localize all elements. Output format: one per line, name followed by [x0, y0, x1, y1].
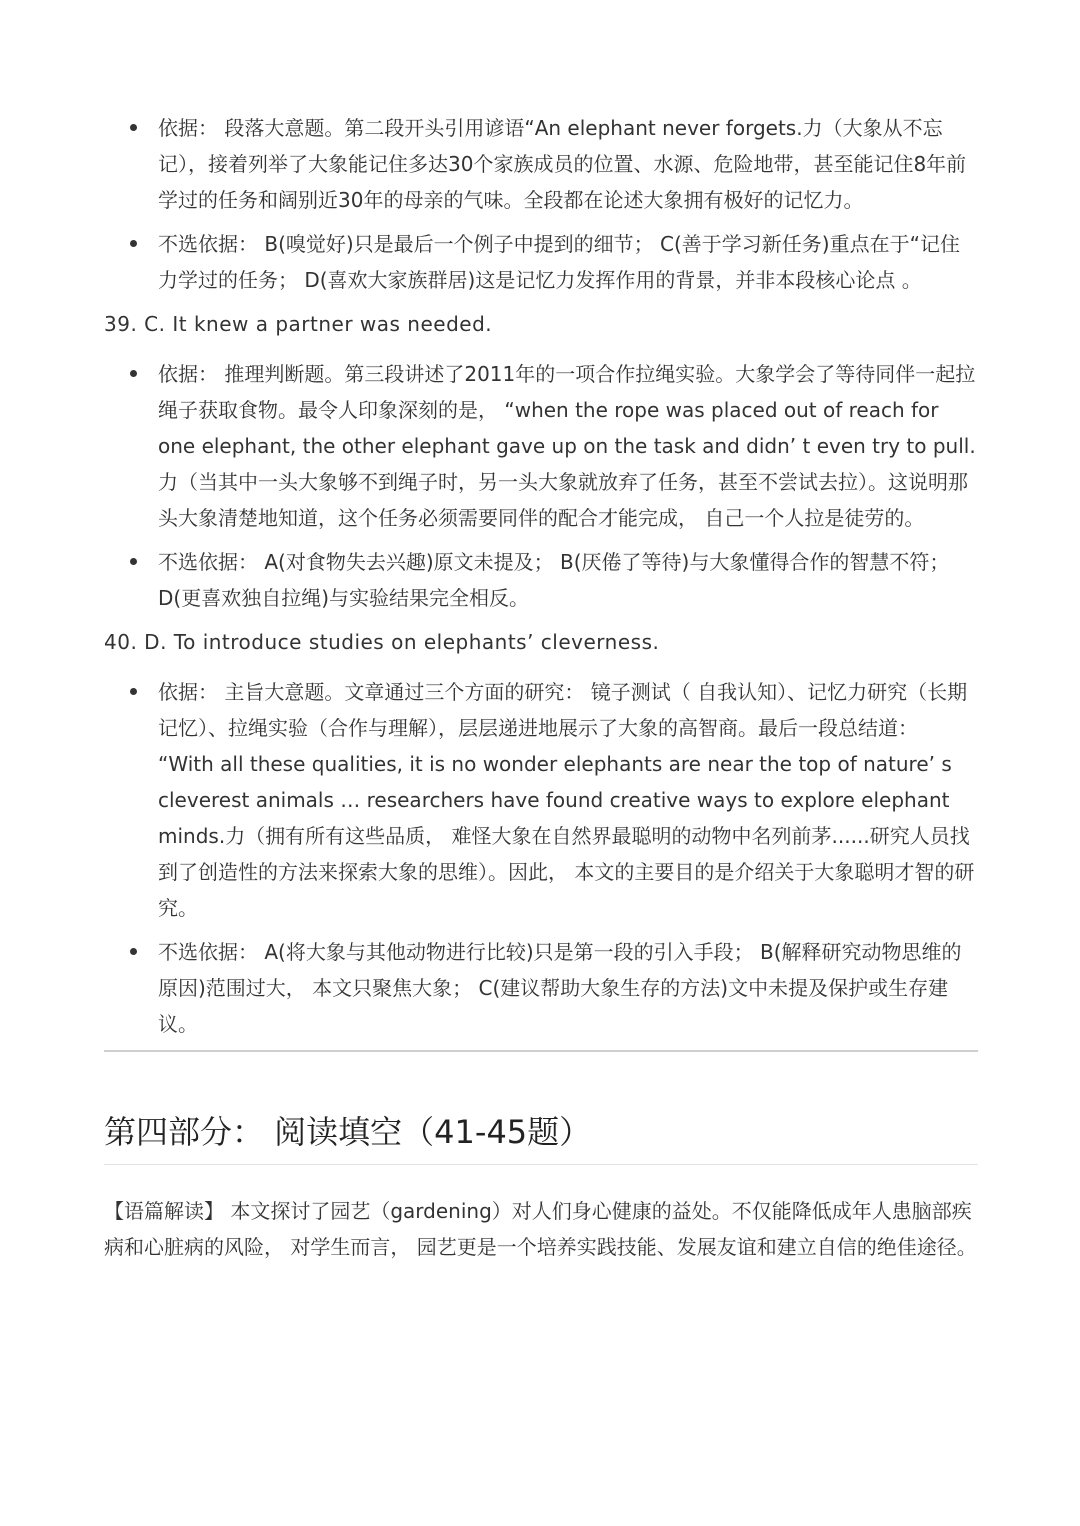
- q40-explanation-list: [104, 674, 978, 1042]
- q38-basis-item: [104, 110, 978, 218]
- q39-reject-item: [104, 544, 978, 616]
- q40-reject-item: [104, 934, 978, 1042]
- q38-explanation-list: [104, 110, 978, 298]
- q40-basis-text: 依据： 主旨大意题。文章通过三个方面的研究： 镜子测试（ 自我认知）、记忆力研究（长期记忆）、拉绳实验（合作与理解），层层递进地展示了大象的高智商。最后一段总结道： “With all these qualities, it is no wonder elephants are near the top of nature’ s cleverest animals … researchers have found creative ways to explore elephant minds.力（拥有所有这些品质， 难怪大象在自然界最聪明的动物中名列前茅......研究人员找到了创造性的方法来探索大象的思维）。因此， 本文的主要目的是介绍关于大象聪明才智的研究。: [158, 680, 975, 920]
- q40-basis-item: [104, 674, 978, 926]
- q39-reject-text: 不选依据： A(对食物失去兴趣)原文未提及； B(厌倦了等待)与大象懂得合作的智慧不符； D(更喜欢独自拉绳)与实验结果完全相反。: [158, 550, 950, 610]
- section-divider: [104, 1050, 978, 1052]
- bullet-dot-icon: [130, 370, 137, 377]
- q39-basis-text: 依据： 推理判断题。第三段讲述了2011年的一项合作拉绳实验。大象学会了等待同伴一起拉绳子获取食物。最令人印象深刻的是， “when the rope was placed out of reach for one elephant, the other elephant gave up on the task and didn’ t even try to pull.力（当其中一头大象够不到绳子时，另一头大象就放弃了任务，甚至不尝试去拉）。这说明那头大象清楚地知道，这个任务必须需要同伴的配合才能完成， 自己一个人拉是徒劳的。: [158, 362, 976, 530]
- bullet-dot-icon: [130, 558, 137, 565]
- q38-reject-item: [104, 226, 978, 298]
- document-page: [104, 110, 978, 1265]
- passage-summary: 【语篇解读】 本文探讨了园艺（gardening）对人们身心健康的益处。不仅能降低成年人患脑部疾病和心脏病的风险， 对学生而言， 园艺更是一个培养实践技能、发展友谊和建立自信的绝佳途径。: [104, 1199, 977, 1259]
- q38-reject-text: 不选依据： B(嗅觉好)只是最后一个例子中提到的细节； C(善于学习新任务)重点在于“记住力学过的任务； D(喜欢大家族群居)这是记忆力发挥作用的背景，并非本段核心论点 。: [158, 232, 960, 292]
- bullet-dot-icon: [130, 948, 137, 955]
- q39-basis-item: [104, 356, 978, 536]
- bullet-dot-icon: [130, 688, 137, 695]
- q39-explanation-list: [104, 356, 978, 616]
- q38-basis-text: 依据： 段落大意题。第二段开头引用谚语“An elephant never forgets.力（大象从不忘记），接着列举了大象能记住多达30个家族成员的位置、水源、危险地带，甚至能记住8年前学过的任务和阔别近30年的母亲的气味。全段都在论述大象拥有极好的记忆力。: [158, 116, 967, 212]
- section-four-title: 第四部分： 阅读填空（41-45题）: [104, 1110, 978, 1165]
- bullet-dot-icon: [130, 240, 137, 247]
- bullet-dot-icon: [130, 124, 137, 131]
- q40-answer: 40. D. To introduce studies on elephants’ cleverness.: [104, 630, 660, 654]
- q39-answer: 39. C. It knew a partner was needed.: [104, 312, 493, 336]
- q40-reject-text: 不选依据： A(将大象与其他动物进行比较)只是第一段的引入手段； B(解释研究动物思维的原因)范围过大， 本文只聚焦大象； C(建议帮助大象生存的方法)文中未提及保护或生存建议。: [158, 940, 962, 1036]
